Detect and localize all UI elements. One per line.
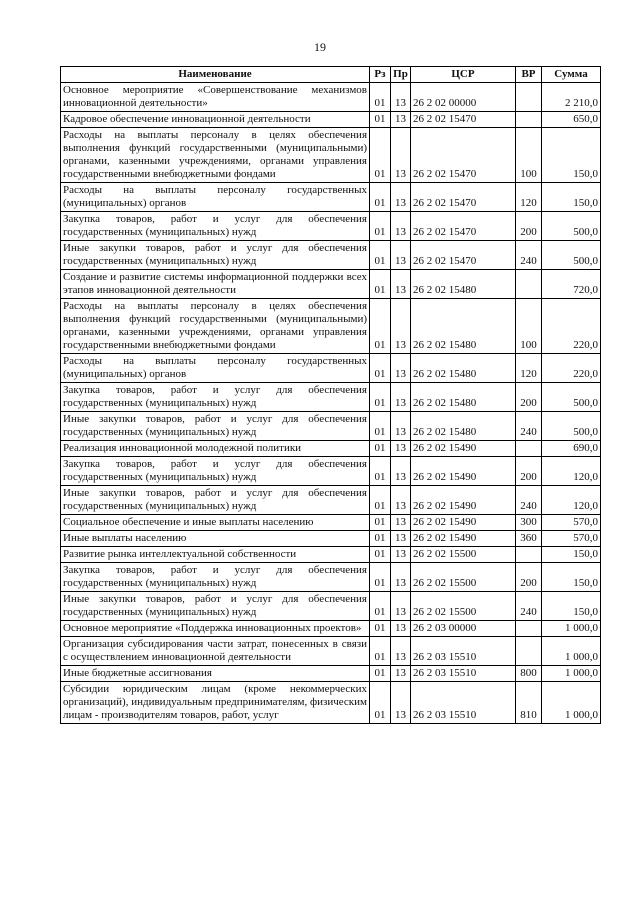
table-row xyxy=(61,441,601,457)
cell-name: Иные закупки товаров, работ и услуг для обеспечения государственных (муниципальных) нужд xyxy=(61,412,370,441)
cell-csr: 26 2 02 15490 xyxy=(411,486,516,515)
cell-rz: 01 xyxy=(370,666,391,682)
cell-csr: 26 2 02 15490 xyxy=(411,457,516,486)
cell-csr: 26 2 02 15470 xyxy=(411,112,516,128)
cell-sum: 220,0 xyxy=(542,354,601,383)
cell-name: Закупка товаров, работ и услуг для обеспечения государственных (муниципальных) нужд xyxy=(61,383,370,412)
cell-rz: 01 xyxy=(370,412,391,441)
budget-table xyxy=(60,66,601,724)
table-row xyxy=(61,531,601,547)
cell-pr: 13 xyxy=(391,83,411,112)
cell-pr: 13 xyxy=(391,241,411,270)
table-row xyxy=(61,515,601,531)
cell-sum: 500,0 xyxy=(542,212,601,241)
cell-rz: 01 xyxy=(370,547,391,563)
cell-name: Иные закупки товаров, работ и услуг для обеспечения государственных (муниципальных) нужд xyxy=(61,592,370,621)
cell-name: Организация субсидирования части затрат, понесенных в связи с осуществлением инновационной деятельности xyxy=(61,637,370,666)
table-row xyxy=(61,183,601,212)
header-pr: Пр xyxy=(391,67,411,83)
table-row xyxy=(61,383,601,412)
cell-csr: 26 2 03 15510 xyxy=(411,666,516,682)
table-row xyxy=(61,682,601,724)
cell-rz: 01 xyxy=(370,241,391,270)
cell-vr xyxy=(516,270,542,299)
cell-vr: 200 xyxy=(516,212,542,241)
page-number: 19 xyxy=(314,40,326,54)
cell-pr: 13 xyxy=(391,183,411,212)
cell-name: Кадровое обеспечение инновационной деятельности xyxy=(61,112,370,128)
cell-csr: 26 2 02 15480 xyxy=(411,299,516,354)
table-row xyxy=(61,299,601,354)
cell-vr: 810 xyxy=(516,682,542,724)
cell-vr: 120 xyxy=(516,354,542,383)
cell-sum: 150,0 xyxy=(542,547,601,563)
cell-name: Основное мероприятие «Совершенствование механизмов инновационной деятельности» xyxy=(61,83,370,112)
cell-name: Иные закупки товаров, работ и услуг для обеспечения государственных (муниципальных) нужд xyxy=(61,486,370,515)
table-row xyxy=(61,666,601,682)
cell-sum: 150,0 xyxy=(542,128,601,183)
cell-sum: 150,0 xyxy=(542,563,601,592)
cell-sum: 150,0 xyxy=(542,183,601,212)
table-row xyxy=(61,592,601,621)
cell-pr: 13 xyxy=(391,354,411,383)
cell-sum: 1 000,0 xyxy=(542,666,601,682)
cell-name: Основное мероприятие «Поддержка инновационных проектов» xyxy=(61,621,370,637)
cell-name: Расходы на выплаты персоналу государственных (муниципальных) органов xyxy=(61,183,370,212)
cell-pr: 13 xyxy=(391,682,411,724)
cell-pr: 13 xyxy=(391,531,411,547)
cell-pr: 13 xyxy=(391,412,411,441)
cell-csr: 26 2 03 15510 xyxy=(411,637,516,666)
cell-vr: 100 xyxy=(516,128,542,183)
cell-rz: 01 xyxy=(370,486,391,515)
cell-rz: 01 xyxy=(370,212,391,241)
cell-name: Создание и развитие системы информационной поддержки всех этапов инновационной деятельности xyxy=(61,270,370,299)
header-name: Наименование xyxy=(61,67,370,83)
cell-sum: 120,0 xyxy=(542,457,601,486)
cell-pr: 13 xyxy=(391,666,411,682)
cell-name: Расходы на выплаты персоналу в целях обеспечения выполнения функций государственными (муниципальными) органами, казенными учреждениями, органами управления государственными внебюджетными фондами xyxy=(61,128,370,183)
cell-sum: 690,0 xyxy=(542,441,601,457)
cell-rz: 01 xyxy=(370,621,391,637)
cell-pr: 13 xyxy=(391,457,411,486)
table-header-row xyxy=(61,67,601,83)
cell-rz: 01 xyxy=(370,682,391,724)
cell-pr: 13 xyxy=(391,128,411,183)
cell-rz: 01 xyxy=(370,563,391,592)
table-row xyxy=(61,212,601,241)
cell-csr: 26 2 02 15490 xyxy=(411,441,516,457)
cell-pr: 13 xyxy=(391,270,411,299)
table-row xyxy=(61,563,601,592)
table-row xyxy=(61,270,601,299)
cell-csr: 26 2 02 15490 xyxy=(411,515,516,531)
table-row xyxy=(61,112,601,128)
cell-name: Расходы на выплаты персоналу в целях обеспечения выполнения функций государственными (муниципальными) органами, казенными учреждениями, органами управления государственными внебюджетными фондами xyxy=(61,299,370,354)
cell-pr: 13 xyxy=(391,637,411,666)
cell-name: Иные бюджетные ассигнования xyxy=(61,666,370,682)
cell-sum: 500,0 xyxy=(542,241,601,270)
cell-vr xyxy=(516,83,542,112)
cell-sum: 720,0 xyxy=(542,270,601,299)
cell-rz: 01 xyxy=(370,515,391,531)
cell-rz: 01 xyxy=(370,128,391,183)
cell-name: Субсидии юридическим лицам (кроме некоммерческих организаций), индивидуальным предпринимателям, физическим лицам - производителям товаров, работ, услуг xyxy=(61,682,370,724)
header-sum: Сумма xyxy=(542,67,601,83)
cell-sum: 1 000,0 xyxy=(542,682,601,724)
cell-name: Закупка товаров, работ и услуг для обеспечения государственных (муниципальных) нужд xyxy=(61,563,370,592)
cell-name: Закупка товаров, работ и услуг для обеспечения государственных (муниципальных) нужд xyxy=(61,457,370,486)
cell-name: Реализация инновационной молодежной политики xyxy=(61,441,370,457)
cell-rz: 01 xyxy=(370,457,391,486)
cell-pr: 13 xyxy=(391,112,411,128)
cell-vr: 300 xyxy=(516,515,542,531)
cell-sum: 120,0 xyxy=(542,486,601,515)
cell-csr: 26 2 02 15470 xyxy=(411,212,516,241)
cell-sum: 150,0 xyxy=(542,592,601,621)
table-row xyxy=(61,241,601,270)
cell-name: Иные закупки товаров, работ и услуг для обеспечения государственных (муниципальных) нужд xyxy=(61,241,370,270)
cell-sum: 570,0 xyxy=(542,515,601,531)
table-row xyxy=(61,547,601,563)
cell-rz: 01 xyxy=(370,270,391,299)
cell-sum: 220,0 xyxy=(542,299,601,354)
table-row xyxy=(61,637,601,666)
cell-vr: 240 xyxy=(516,412,542,441)
cell-name: Иные выплаты населению xyxy=(61,531,370,547)
cell-sum: 570,0 xyxy=(542,531,601,547)
cell-vr: 120 xyxy=(516,183,542,212)
cell-csr: 26 2 02 15480 xyxy=(411,270,516,299)
cell-pr: 13 xyxy=(391,621,411,637)
cell-csr: 26 2 02 15480 xyxy=(411,383,516,412)
cell-vr: 200 xyxy=(516,383,542,412)
cell-csr: 26 2 02 15470 xyxy=(411,183,516,212)
cell-pr: 13 xyxy=(391,441,411,457)
cell-rz: 01 xyxy=(370,354,391,383)
cell-sum: 1 000,0 xyxy=(542,637,601,666)
cell-csr: 26 2 02 15470 xyxy=(411,241,516,270)
cell-csr: 26 2 02 15470 xyxy=(411,128,516,183)
cell-pr: 13 xyxy=(391,563,411,592)
cell-csr: 26 2 02 15500 xyxy=(411,592,516,621)
cell-vr: 240 xyxy=(516,486,542,515)
table-row xyxy=(61,621,601,637)
cell-pr: 13 xyxy=(391,547,411,563)
header-vr: ВР xyxy=(516,67,542,83)
cell-vr: 100 xyxy=(516,299,542,354)
cell-vr xyxy=(516,621,542,637)
cell-csr: 26 2 02 15480 xyxy=(411,412,516,441)
table-row xyxy=(61,128,601,183)
cell-vr xyxy=(516,441,542,457)
cell-name: Социальное обеспечение и иные выплаты населению xyxy=(61,515,370,531)
cell-rz: 01 xyxy=(370,112,391,128)
cell-vr: 200 xyxy=(516,563,542,592)
cell-rz: 01 xyxy=(370,531,391,547)
cell-pr: 13 xyxy=(391,383,411,412)
cell-name: Закупка товаров, работ и услуг для обеспечения государственных (муниципальных) нужд xyxy=(61,212,370,241)
cell-rz: 01 xyxy=(370,83,391,112)
cell-csr: 26 2 02 15480 xyxy=(411,354,516,383)
cell-pr: 13 xyxy=(391,212,411,241)
cell-csr: 26 2 02 15500 xyxy=(411,563,516,592)
cell-vr: 800 xyxy=(516,666,542,682)
cell-sum: 500,0 xyxy=(542,412,601,441)
cell-csr: 26 2 02 15490 xyxy=(411,531,516,547)
cell-sum: 650,0 xyxy=(542,112,601,128)
table-row xyxy=(61,354,601,383)
cell-sum: 1 000,0 xyxy=(542,621,601,637)
cell-pr: 13 xyxy=(391,486,411,515)
header-rz: Рз xyxy=(370,67,391,83)
cell-pr: 13 xyxy=(391,592,411,621)
cell-vr: 240 xyxy=(516,241,542,270)
cell-csr: 26 2 03 00000 xyxy=(411,621,516,637)
cell-vr xyxy=(516,112,542,128)
cell-rz: 01 xyxy=(370,383,391,412)
cell-vr: 240 xyxy=(516,592,542,621)
cell-vr: 360 xyxy=(516,531,542,547)
cell-rz: 01 xyxy=(370,299,391,354)
cell-name: Расходы на выплаты персоналу государственных (муниципальных) органов xyxy=(61,354,370,383)
cell-vr: 200 xyxy=(516,457,542,486)
cell-csr: 26 2 03 15510 xyxy=(411,682,516,724)
cell-vr xyxy=(516,547,542,563)
table-row xyxy=(61,83,601,112)
table-row xyxy=(61,457,601,486)
cell-vr xyxy=(516,637,542,666)
cell-pr: 13 xyxy=(391,515,411,531)
cell-rz: 01 xyxy=(370,441,391,457)
cell-rz: 01 xyxy=(370,592,391,621)
cell-sum: 2 210,0 xyxy=(542,83,601,112)
cell-name: Развитие рынка интеллектуальной собственности xyxy=(61,547,370,563)
table-row xyxy=(61,412,601,441)
cell-pr: 13 xyxy=(391,299,411,354)
cell-rz: 01 xyxy=(370,183,391,212)
cell-sum: 500,0 xyxy=(542,383,601,412)
table-row xyxy=(61,486,601,515)
header-csr: ЦСР xyxy=(411,67,516,83)
cell-csr: 26 2 02 15500 xyxy=(411,547,516,563)
cell-rz: 01 xyxy=(370,637,391,666)
cell-csr: 26 2 02 00000 xyxy=(411,83,516,112)
